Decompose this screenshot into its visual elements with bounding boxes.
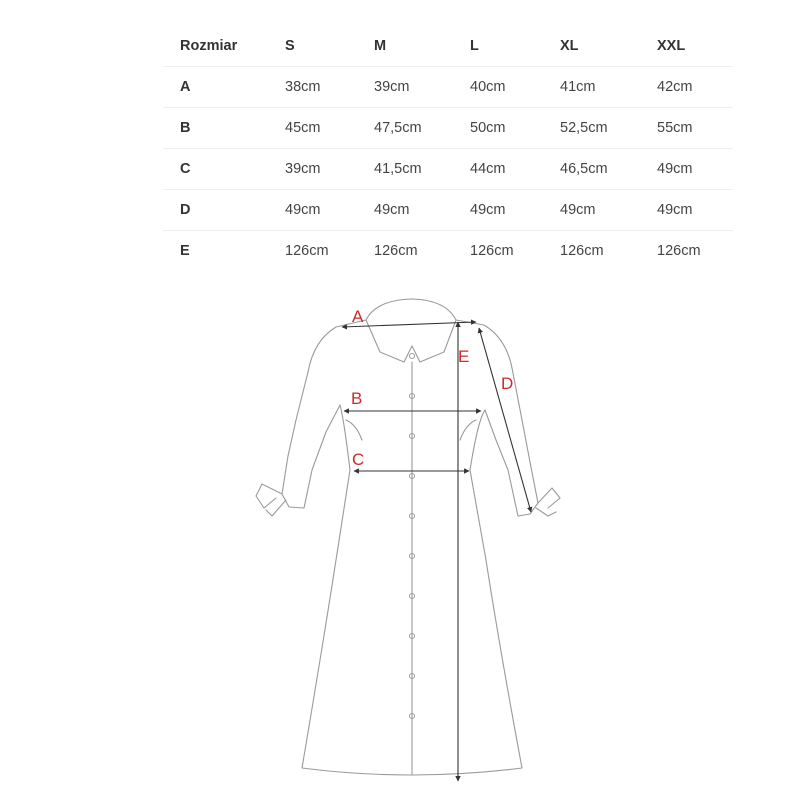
table-cell: 49cm [357,190,453,231]
button [410,354,415,359]
table-cell: 49cm [640,149,733,190]
table-cell: 126cm [470,243,514,259]
header-s: S [268,26,357,67]
table-cell: 39cm [268,149,357,190]
table-cell: 49cm [453,190,543,231]
collar-outline [366,299,456,362]
right-bow-outline [536,488,560,516]
row-label: E [180,243,190,259]
table-row [163,231,733,272]
dress-outline [256,299,560,775]
measure-d-line [479,328,531,512]
row-label: B [163,108,268,149]
left-bow-outline [256,484,286,516]
table-cell: 47,5cm [357,108,453,149]
table-cell: 126cm [560,243,604,259]
table-header-row [163,26,733,67]
table-row [163,67,733,108]
table-row [163,149,733,190]
label-c: C [352,450,365,469]
row-label: A [163,67,268,108]
measurement-labels [351,307,513,469]
table-cell: 49cm [268,190,357,231]
table-cell: 46,5cm [543,149,640,190]
table-cell: 45cm [268,108,357,149]
label-d: D [501,374,514,393]
table-cell: 50cm [453,108,543,149]
dart-lines [346,420,476,440]
row-label: D [163,190,268,231]
dress-measurement-diagram [0,290,800,800]
label-a: A [352,307,364,326]
table-cell: 55cm [640,108,733,149]
label-e: E [458,347,470,366]
table-cell: 39cm [357,67,453,108]
header-xl: XL [543,26,640,67]
table-row [163,190,733,231]
size-chart-table [163,26,733,271]
table-cell: 126cm [374,243,418,259]
row-label: C [163,149,268,190]
header-l: L [453,26,543,67]
left-sleeve-outline [282,320,366,508]
header-size: Rozmiar [163,26,268,67]
table-cell: 41,5cm [357,149,453,190]
table-cell: 52,5cm [543,108,640,149]
table-cell: 42cm [640,67,733,108]
table-cell: 126cm [285,243,329,259]
table-cell: 126cm [657,243,701,259]
header-xxl: XXL [640,26,733,67]
label-b: B [351,389,363,408]
header-m: M [357,26,453,67]
table-cell: 44cm [453,149,543,190]
table-row [163,108,733,149]
table-cell: 41cm [543,67,640,108]
table-cell: 49cm [640,190,733,231]
table-cell: 40cm [453,67,543,108]
table-cell: 49cm [543,190,640,231]
table-cell: 38cm [268,67,357,108]
